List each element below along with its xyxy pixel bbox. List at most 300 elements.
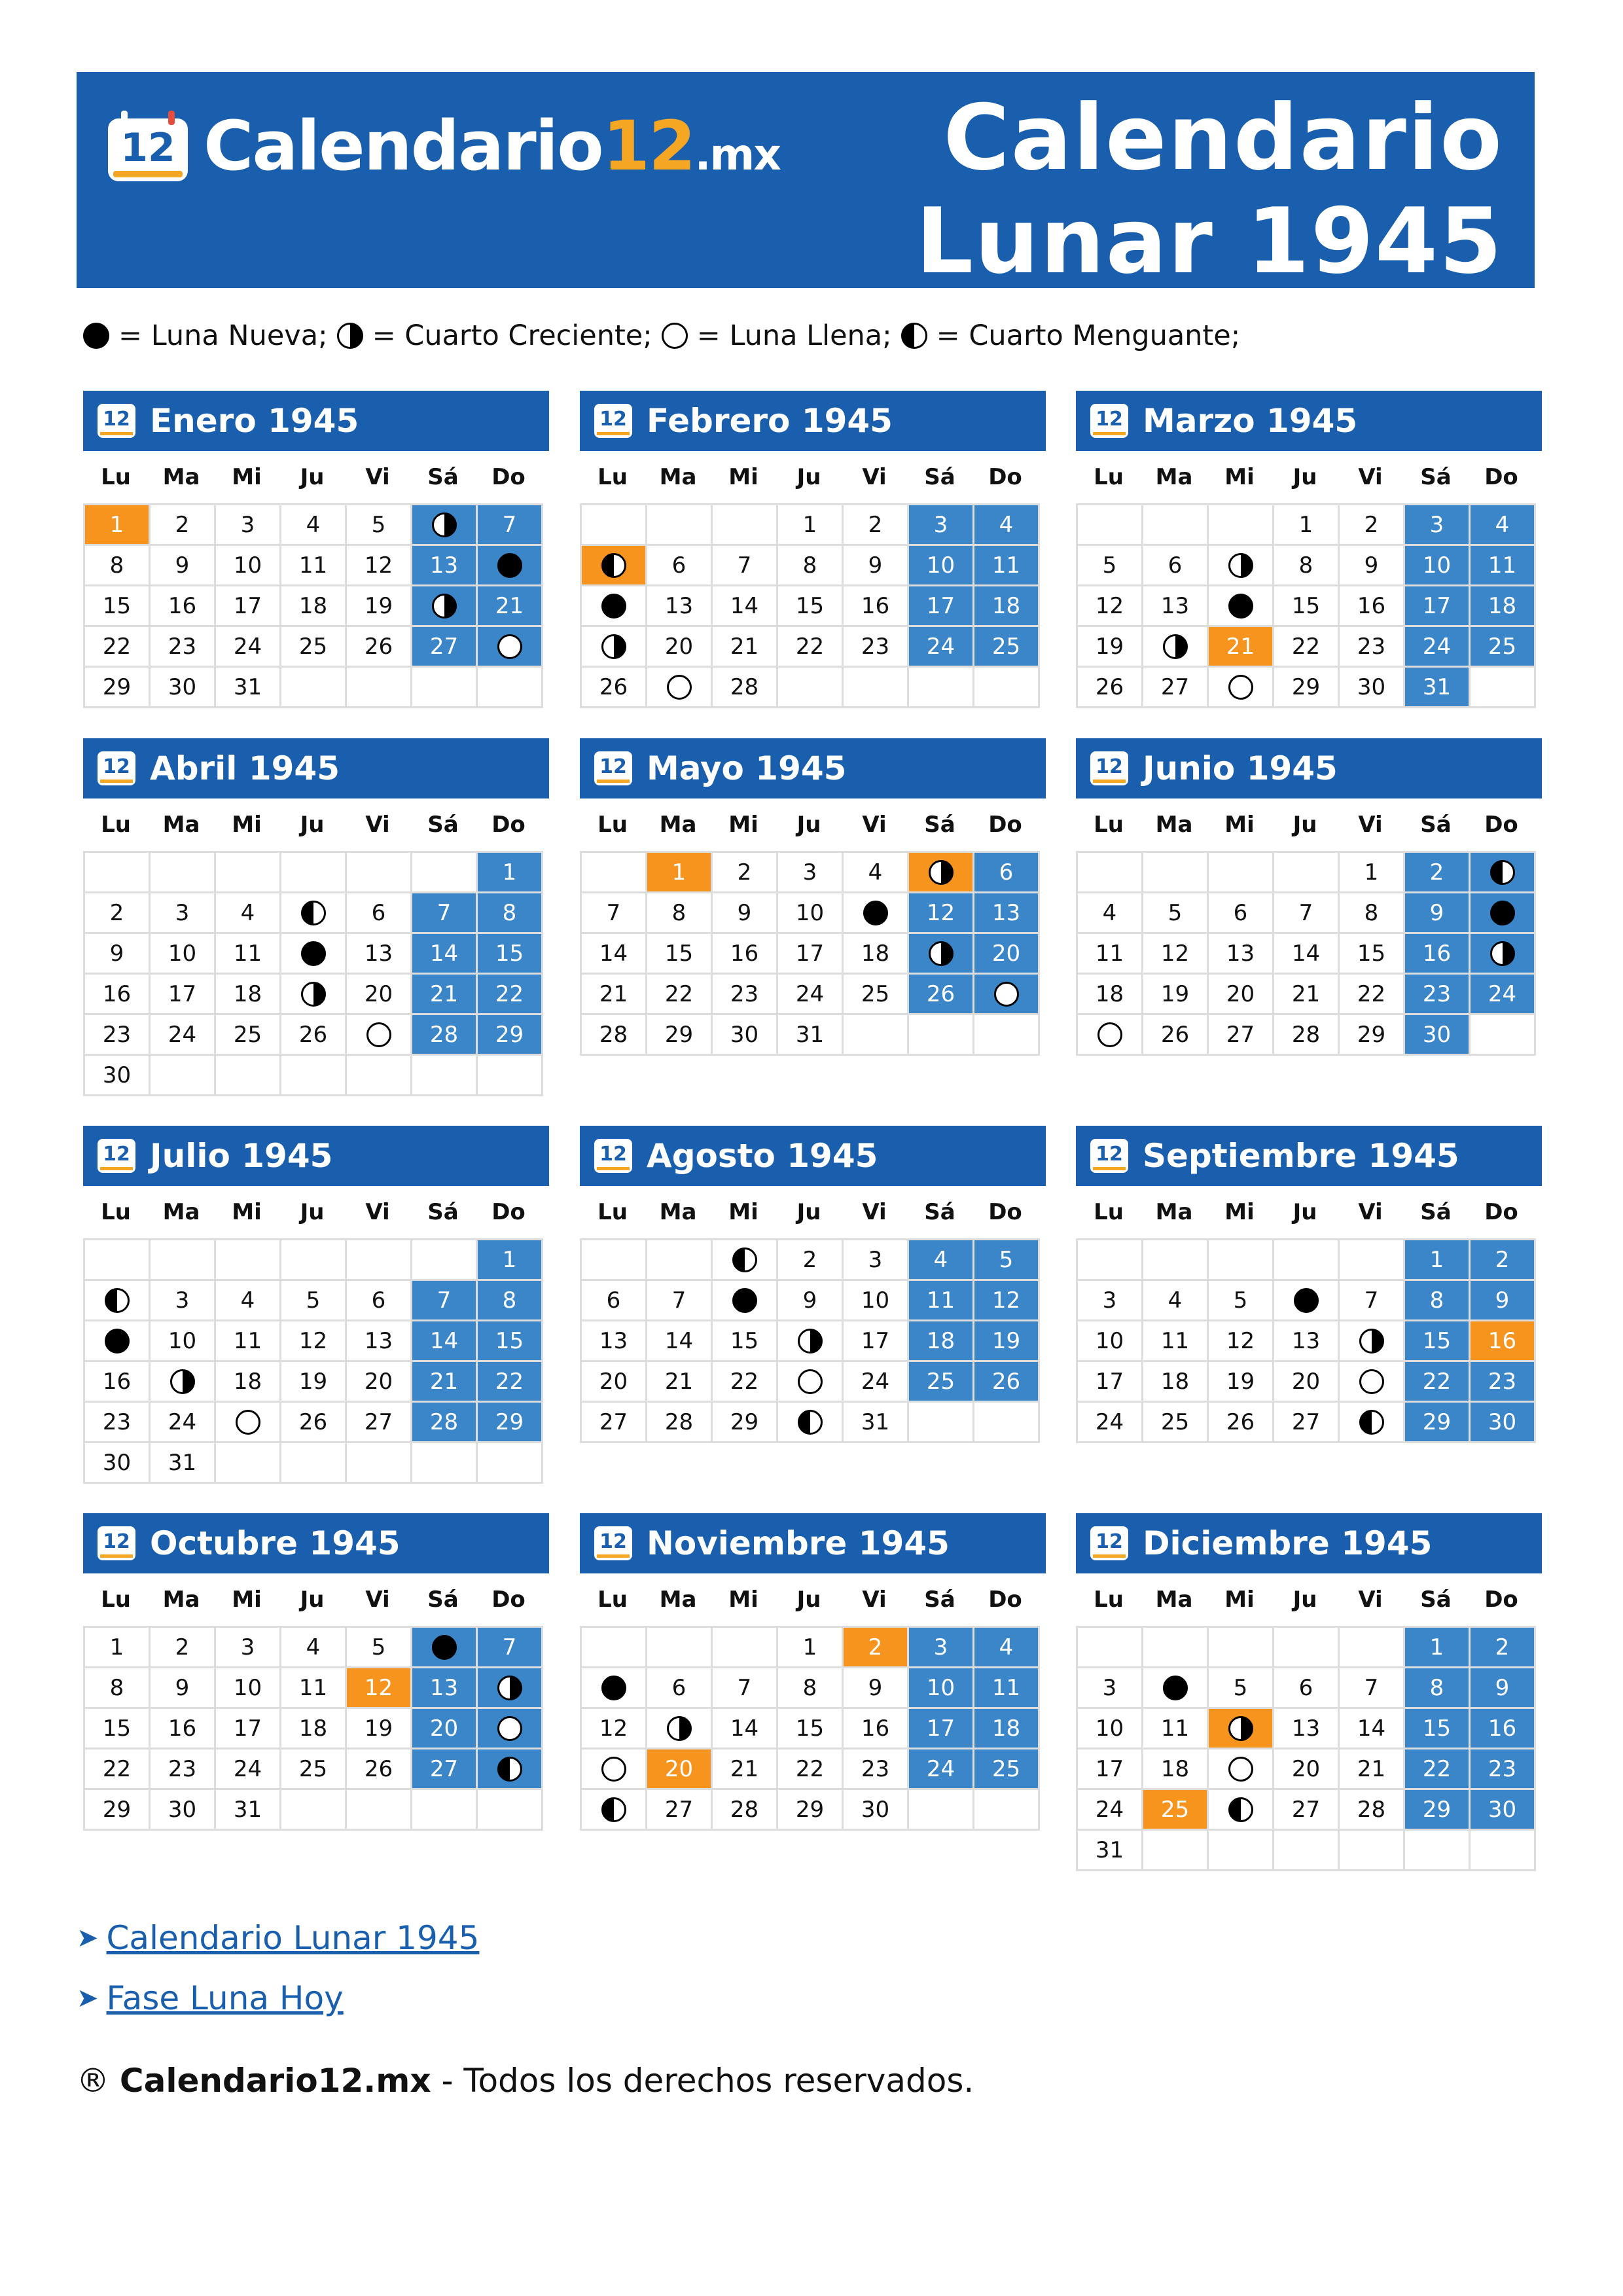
day-cell[interactable]: 4: [974, 505, 1040, 546]
day-cell[interactable]: 21: [1274, 975, 1340, 1015]
day-cell[interactable]: 20: [347, 1362, 412, 1403]
day-cell[interactable]: 23: [151, 627, 216, 668]
day-cell[interactable]: 15: [478, 934, 543, 975]
day-cell[interactable]: 26: [347, 1749, 412, 1790]
day-cell[interactable]: 13: [582, 1321, 647, 1362]
day-cell[interactable]: 3: [151, 893, 216, 934]
day-cell[interactable]: 20: [1274, 1362, 1340, 1403]
day-cell[interactable]: 2: [151, 1628, 216, 1668]
day-cell-moon-phase[interactable]: [778, 1403, 844, 1443]
day-cell[interactable]: 12: [1209, 1321, 1274, 1362]
day-cell[interactable]: 18: [281, 1709, 347, 1749]
day-cell[interactable]: 24: [216, 1749, 281, 1790]
day-cell[interactable]: 20: [974, 934, 1040, 975]
day-cell[interactable]: 24: [151, 1403, 216, 1443]
day-cell[interactable]: 22: [478, 975, 543, 1015]
day-cell[interactable]: 13: [647, 586, 713, 627]
day-cell[interactable]: 9: [1405, 893, 1471, 934]
day-cell[interactable]: 30: [151, 1790, 216, 1831]
day-cell[interactable]: 4: [216, 893, 281, 934]
day-cell[interactable]: 11: [974, 1668, 1040, 1709]
day-cell[interactable]: 18: [909, 1321, 974, 1362]
day-cell[interactable]: 21: [713, 1749, 778, 1790]
day-cell[interactable]: 23: [85, 1015, 151, 1056]
day-cell[interactable]: 8: [1340, 893, 1405, 934]
day-cell[interactable]: 2: [713, 853, 778, 893]
day-cell[interactable]: 1: [1274, 505, 1340, 546]
day-cell-moon-phase[interactable]: [582, 1790, 647, 1831]
day-cell[interactable]: 12: [909, 893, 974, 934]
day-cell[interactable]: 6: [1274, 1668, 1340, 1709]
day-cell[interactable]: 29: [778, 1790, 844, 1831]
day-cell[interactable]: 8: [778, 546, 844, 586]
day-cell[interactable]: 25: [844, 975, 909, 1015]
day-cell[interactable]: 17: [844, 1321, 909, 1362]
day-cell[interactable]: 24: [216, 627, 281, 668]
day-cell[interactable]: 31: [216, 1790, 281, 1831]
day-cell[interactable]: 4: [281, 1628, 347, 1668]
day-cell[interactable]: 30: [713, 1015, 778, 1056]
day-cell[interactable]: 12: [281, 1321, 347, 1362]
day-cell[interactable]: 27: [582, 1403, 647, 1443]
day-cell[interactable]: 26: [974, 1362, 1040, 1403]
day-cell[interactable]: 9: [713, 893, 778, 934]
day-cell[interactable]: 25: [216, 1015, 281, 1056]
day-cell[interactable]: 12: [347, 1668, 412, 1709]
day-cell[interactable]: 8: [85, 546, 151, 586]
day-cell[interactable]: 3: [1078, 1281, 1143, 1321]
day-cell[interactable]: 22: [778, 627, 844, 668]
day-cell[interactable]: 30: [85, 1443, 151, 1484]
day-cell[interactable]: 5: [347, 505, 412, 546]
day-cell-moon-phase[interactable]: [1471, 893, 1536, 934]
day-cell-moon-phase[interactable]: [151, 1362, 216, 1403]
day-cell[interactable]: 22: [778, 1749, 844, 1790]
site-logo[interactable]: [108, 106, 780, 186]
day-cell[interactable]: 5: [1078, 546, 1143, 586]
day-cell[interactable]: 8: [647, 893, 713, 934]
day-cell[interactable]: 26: [909, 975, 974, 1015]
day-cell[interactable]: 15: [478, 1321, 543, 1362]
day-cell[interactable]: 27: [412, 1749, 478, 1790]
day-cell[interactable]: 20: [647, 1749, 713, 1790]
day-cell[interactable]: 30: [844, 1790, 909, 1831]
day-cell-moon-phase[interactable]: [1209, 586, 1274, 627]
day-cell[interactable]: 19: [1078, 627, 1143, 668]
day-cell[interactable]: 11: [281, 1668, 347, 1709]
day-cell[interactable]: 31: [1405, 668, 1471, 708]
day-cell[interactable]: 20: [1209, 975, 1274, 1015]
day-cell[interactable]: 6: [647, 1668, 713, 1709]
day-cell-moon-phase[interactable]: [281, 934, 347, 975]
day-cell[interactable]: 29: [713, 1403, 778, 1443]
day-cell[interactable]: 27: [347, 1403, 412, 1443]
day-cell[interactable]: 15: [778, 586, 844, 627]
day-cell[interactable]: 16: [844, 586, 909, 627]
day-cell[interactable]: 9: [844, 546, 909, 586]
day-cell[interactable]: 13: [347, 934, 412, 975]
day-cell[interactable]: 22: [1340, 975, 1405, 1015]
day-cell[interactable]: 21: [1340, 1749, 1405, 1790]
day-cell[interactable]: 6: [974, 853, 1040, 893]
day-cell[interactable]: 24: [1405, 627, 1471, 668]
day-cell[interactable]: 16: [151, 1709, 216, 1749]
day-cell[interactable]: 26: [281, 1015, 347, 1056]
day-cell-moon-phase[interactable]: [713, 1281, 778, 1321]
day-cell[interactable]: 24: [1471, 975, 1536, 1015]
day-cell[interactable]: 23: [844, 1749, 909, 1790]
day-cell[interactable]: 11: [281, 546, 347, 586]
day-cell[interactable]: 16: [1405, 934, 1471, 975]
day-cell[interactable]: 13: [1143, 586, 1209, 627]
day-cell[interactable]: 16: [1471, 1709, 1536, 1749]
day-cell[interactable]: 14: [713, 1709, 778, 1749]
day-cell[interactable]: 14: [713, 586, 778, 627]
day-cell[interactable]: 19: [1209, 1362, 1274, 1403]
day-cell[interactable]: 6: [647, 546, 713, 586]
day-cell[interactable]: 10: [1078, 1709, 1143, 1749]
day-cell[interactable]: 17: [1078, 1362, 1143, 1403]
day-cell-moon-phase[interactable]: [412, 1628, 478, 1668]
day-cell[interactable]: 28: [582, 1015, 647, 1056]
day-cell[interactable]: 10: [909, 546, 974, 586]
day-cell[interactable]: 23: [1471, 1749, 1536, 1790]
day-cell[interactable]: 25: [974, 1749, 1040, 1790]
day-cell-moon-phase[interactable]: [1078, 1015, 1143, 1056]
day-cell[interactable]: 11: [216, 934, 281, 975]
day-cell[interactable]: 20: [647, 627, 713, 668]
day-cell[interactable]: 3: [216, 505, 281, 546]
day-cell[interactable]: 8: [1405, 1668, 1471, 1709]
day-cell[interactable]: 21: [713, 627, 778, 668]
day-cell-moon-phase[interactable]: [1209, 546, 1274, 586]
day-cell[interactable]: 15: [85, 586, 151, 627]
day-cell[interactable]: 7: [412, 893, 478, 934]
day-cell-moon-phase[interactable]: [647, 1709, 713, 1749]
day-cell[interactable]: 2: [151, 505, 216, 546]
day-cell[interactable]: 26: [582, 668, 647, 708]
day-cell[interactable]: 29: [1340, 1015, 1405, 1056]
day-cell[interactable]: 15: [713, 1321, 778, 1362]
day-cell[interactable]: 2: [1340, 505, 1405, 546]
day-cell-moon-phase[interactable]: [281, 893, 347, 934]
day-cell[interactable]: 7: [478, 505, 543, 546]
day-cell[interactable]: 23: [1471, 1362, 1536, 1403]
day-cell[interactable]: 8: [478, 893, 543, 934]
day-cell[interactable]: 25: [1143, 1403, 1209, 1443]
day-cell[interactable]: 18: [974, 1709, 1040, 1749]
day-cell[interactable]: 6: [582, 1281, 647, 1321]
day-cell-moon-phase[interactable]: [909, 853, 974, 893]
day-cell[interactable]: 12: [582, 1709, 647, 1749]
day-cell[interactable]: 15: [1274, 586, 1340, 627]
day-cell[interactable]: 2: [844, 505, 909, 546]
day-cell[interactable]: 8: [478, 1281, 543, 1321]
day-cell[interactable]: 16: [85, 975, 151, 1015]
day-cell[interactable]: 23: [1405, 975, 1471, 1015]
day-cell[interactable]: 1: [478, 853, 543, 893]
day-cell-moon-phase[interactable]: [1471, 853, 1536, 893]
day-cell[interactable]: 15: [778, 1709, 844, 1749]
day-cell[interactable]: 8: [778, 1668, 844, 1709]
day-cell[interactable]: 13: [412, 1668, 478, 1709]
day-cell[interactable]: 28: [1340, 1790, 1405, 1831]
day-cell[interactable]: 29: [85, 1790, 151, 1831]
day-cell-moon-phase[interactable]: [844, 893, 909, 934]
day-cell[interactable]: 23: [1340, 627, 1405, 668]
day-cell[interactable]: 24: [909, 627, 974, 668]
day-cell-moon-phase[interactable]: [647, 668, 713, 708]
day-cell[interactable]: 15: [647, 934, 713, 975]
day-cell[interactable]: 19: [347, 586, 412, 627]
day-cell[interactable]: 22: [85, 1749, 151, 1790]
day-cell[interactable]: 10: [1405, 546, 1471, 586]
day-cell[interactable]: 16: [844, 1709, 909, 1749]
day-cell[interactable]: 9: [151, 1668, 216, 1709]
day-cell[interactable]: 14: [412, 1321, 478, 1362]
day-cell[interactable]: 13: [1274, 1709, 1340, 1749]
day-cell[interactable]: 10: [151, 934, 216, 975]
day-cell[interactable]: 29: [1405, 1403, 1471, 1443]
day-cell-moon-phase[interactable]: [582, 546, 647, 586]
day-cell[interactable]: 1: [778, 505, 844, 546]
day-cell[interactable]: 4: [1471, 505, 1536, 546]
day-cell[interactable]: 2: [1471, 1628, 1536, 1668]
day-cell[interactable]: 11: [216, 1321, 281, 1362]
day-cell[interactable]: 13: [347, 1321, 412, 1362]
day-cell[interactable]: 18: [1143, 1749, 1209, 1790]
day-cell[interactable]: 14: [1340, 1709, 1405, 1749]
day-cell[interactable]: 15: [85, 1709, 151, 1749]
day-cell[interactable]: 26: [1143, 1015, 1209, 1056]
day-cell[interactable]: 13: [412, 546, 478, 586]
day-cell[interactable]: 3: [151, 1281, 216, 1321]
day-cell[interactable]: 9: [1471, 1281, 1536, 1321]
day-cell[interactable]: 17: [1405, 586, 1471, 627]
day-cell[interactable]: 6: [347, 1281, 412, 1321]
day-cell[interactable]: 1: [647, 853, 713, 893]
day-cell[interactable]: 11: [974, 546, 1040, 586]
day-cell[interactable]: 21: [412, 975, 478, 1015]
day-cell-moon-phase[interactable]: [1209, 1709, 1274, 1749]
day-cell-moon-phase[interactable]: [1209, 668, 1274, 708]
day-cell[interactable]: 7: [713, 1668, 778, 1709]
day-cell[interactable]: 8: [1405, 1281, 1471, 1321]
day-cell[interactable]: 3: [216, 1628, 281, 1668]
day-cell[interactable]: 22: [713, 1362, 778, 1403]
day-cell-moon-phase[interactable]: [281, 975, 347, 1015]
day-cell[interactable]: 25: [281, 1749, 347, 1790]
day-cell[interactable]: 31: [844, 1403, 909, 1443]
day-cell[interactable]: 17: [909, 1709, 974, 1749]
day-cell[interactable]: 27: [1209, 1015, 1274, 1056]
day-cell[interactable]: 17: [151, 975, 216, 1015]
day-cell-moon-phase[interactable]: [478, 1749, 543, 1790]
day-cell[interactable]: 17: [1078, 1749, 1143, 1790]
day-cell[interactable]: 26: [1209, 1403, 1274, 1443]
day-cell[interactable]: 10: [216, 546, 281, 586]
day-cell[interactable]: 30: [1405, 1015, 1471, 1056]
day-cell-moon-phase[interactable]: [1340, 1362, 1405, 1403]
day-cell[interactable]: 7: [1340, 1668, 1405, 1709]
day-cell-moon-phase[interactable]: [478, 1668, 543, 1709]
day-cell[interactable]: 1: [478, 1240, 543, 1281]
day-cell[interactable]: 17: [216, 1709, 281, 1749]
day-cell-moon-phase[interactable]: [713, 1240, 778, 1281]
day-cell[interactable]: 27: [647, 1790, 713, 1831]
day-cell[interactable]: 1: [85, 505, 151, 546]
day-cell-moon-phase[interactable]: [1143, 1668, 1209, 1709]
day-cell[interactable]: 26: [1078, 668, 1143, 708]
day-cell[interactable]: 26: [347, 627, 412, 668]
day-cell[interactable]: 11: [1471, 546, 1536, 586]
day-cell[interactable]: 28: [713, 668, 778, 708]
day-cell[interactable]: 11: [1078, 934, 1143, 975]
day-cell[interactable]: 21: [647, 1362, 713, 1403]
day-cell[interactable]: 4: [1078, 893, 1143, 934]
day-cell-moon-phase[interactable]: [216, 1403, 281, 1443]
day-cell[interactable]: 9: [151, 546, 216, 586]
day-cell[interactable]: 16: [85, 1362, 151, 1403]
day-cell[interactable]: 23: [713, 975, 778, 1015]
day-cell[interactable]: 10: [1078, 1321, 1143, 1362]
day-cell[interactable]: 27: [1274, 1790, 1340, 1831]
day-cell[interactable]: 4: [1143, 1281, 1209, 1321]
day-cell[interactable]: 18: [216, 1362, 281, 1403]
day-cell[interactable]: 24: [909, 1749, 974, 1790]
day-cell[interactable]: 31: [216, 668, 281, 708]
day-cell[interactable]: 24: [844, 1362, 909, 1403]
day-cell[interactable]: 5: [1209, 1281, 1274, 1321]
day-cell[interactable]: 24: [778, 975, 844, 1015]
day-cell[interactable]: 20: [347, 975, 412, 1015]
day-cell[interactable]: 6: [347, 893, 412, 934]
day-cell[interactable]: 4: [844, 853, 909, 893]
day-cell[interactable]: 3: [909, 505, 974, 546]
day-cell[interactable]: 12: [1143, 934, 1209, 975]
day-cell[interactable]: 13: [1274, 1321, 1340, 1362]
day-cell[interactable]: 2: [778, 1240, 844, 1281]
day-cell-moon-phase[interactable]: [582, 627, 647, 668]
day-cell[interactable]: 9: [844, 1668, 909, 1709]
day-cell[interactable]: 5: [281, 1281, 347, 1321]
day-cell[interactable]: 10: [844, 1281, 909, 1321]
day-cell[interactable]: 27: [412, 627, 478, 668]
day-cell[interactable]: 25: [1143, 1790, 1209, 1831]
day-cell[interactable]: 21: [412, 1362, 478, 1403]
day-cell[interactable]: 24: [151, 1015, 216, 1056]
day-cell[interactable]: 16: [151, 586, 216, 627]
day-cell[interactable]: 30: [151, 668, 216, 708]
day-cell[interactable]: 29: [85, 668, 151, 708]
day-cell[interactable]: 24: [1078, 1403, 1143, 1443]
day-cell[interactable]: 28: [1274, 1015, 1340, 1056]
day-cell[interactable]: 2: [844, 1628, 909, 1668]
day-cell[interactable]: 5: [974, 1240, 1040, 1281]
day-cell[interactable]: 14: [1274, 934, 1340, 975]
day-cell-moon-phase[interactable]: [974, 975, 1040, 1015]
day-cell[interactable]: 9: [778, 1281, 844, 1321]
day-cell[interactable]: 23: [151, 1749, 216, 1790]
day-cell[interactable]: 9: [1340, 546, 1405, 586]
day-cell[interactable]: 22: [1405, 1362, 1471, 1403]
day-cell[interactable]: 18: [1078, 975, 1143, 1015]
day-cell[interactable]: 7: [1274, 893, 1340, 934]
day-cell-moon-phase[interactable]: [778, 1362, 844, 1403]
day-cell[interactable]: 4: [974, 1628, 1040, 1668]
day-cell[interactable]: 23: [85, 1403, 151, 1443]
day-cell[interactable]: 13: [974, 893, 1040, 934]
day-cell[interactable]: 7: [647, 1281, 713, 1321]
day-cell[interactable]: 7: [713, 546, 778, 586]
day-cell[interactable]: 19: [347, 1709, 412, 1749]
day-cell[interactable]: 3: [909, 1628, 974, 1668]
day-cell[interactable]: 24: [1078, 1790, 1143, 1831]
day-cell[interactable]: 30: [1471, 1403, 1536, 1443]
day-cell[interactable]: 11: [1143, 1709, 1209, 1749]
day-cell[interactable]: 22: [478, 1362, 543, 1403]
day-cell[interactable]: 1: [85, 1628, 151, 1668]
day-cell[interactable]: 17: [778, 934, 844, 975]
day-cell[interactable]: 12: [347, 546, 412, 586]
day-cell[interactable]: 25: [281, 627, 347, 668]
link-calendario-lunar[interactable]: Calendario Lunar 1945: [106, 1919, 480, 1957]
day-cell[interactable]: 16: [1340, 586, 1405, 627]
day-cell-moon-phase[interactable]: [1209, 1790, 1274, 1831]
day-cell-moon-phase[interactable]: [1471, 934, 1536, 975]
day-cell-moon-phase[interactable]: [1340, 1321, 1405, 1362]
day-cell[interactable]: 28: [713, 1790, 778, 1831]
day-cell[interactable]: 20: [1274, 1749, 1340, 1790]
day-cell[interactable]: 10: [151, 1321, 216, 1362]
day-cell-moon-phase[interactable]: [582, 1668, 647, 1709]
day-cell[interactable]: 4: [216, 1281, 281, 1321]
day-cell-moon-phase[interactable]: [1143, 627, 1209, 668]
day-cell[interactable]: 7: [1340, 1281, 1405, 1321]
day-cell[interactable]: 21: [478, 586, 543, 627]
day-cell[interactable]: 23: [844, 627, 909, 668]
day-cell-moon-phase[interactable]: [478, 1709, 543, 1749]
day-cell[interactable]: 18: [216, 975, 281, 1015]
day-cell-moon-phase[interactable]: [85, 1281, 151, 1321]
day-cell[interactable]: 1: [1405, 1240, 1471, 1281]
day-cell[interactable]: 18: [974, 586, 1040, 627]
day-cell[interactable]: 6: [1209, 893, 1274, 934]
day-cell[interactable]: 19: [974, 1321, 1040, 1362]
day-cell[interactable]: 4: [909, 1240, 974, 1281]
day-cell[interactable]: 17: [216, 586, 281, 627]
day-cell[interactable]: 28: [412, 1403, 478, 1443]
day-cell[interactable]: 18: [281, 586, 347, 627]
day-cell[interactable]: 9: [1471, 1668, 1536, 1709]
day-cell[interactable]: 3: [778, 853, 844, 893]
day-cell-moon-phase[interactable]: [582, 1749, 647, 1790]
day-cell[interactable]: 27: [1274, 1403, 1340, 1443]
day-cell[interactable]: 30: [1471, 1790, 1536, 1831]
day-cell[interactable]: 25: [1471, 627, 1536, 668]
day-cell[interactable]: 15: [1340, 934, 1405, 975]
day-cell[interactable]: 8: [85, 1668, 151, 1709]
day-cell[interactable]: 29: [1274, 668, 1340, 708]
day-cell[interactable]: 31: [151, 1443, 216, 1484]
day-cell[interactable]: 5: [1209, 1668, 1274, 1709]
day-cell[interactable]: 8: [1274, 546, 1340, 586]
day-cell[interactable]: 11: [909, 1281, 974, 1321]
day-cell[interactable]: 3: [1405, 505, 1471, 546]
day-cell[interactable]: 27: [1143, 668, 1209, 708]
day-cell[interactable]: 5: [1143, 893, 1209, 934]
day-cell-moon-phase[interactable]: [85, 1321, 151, 1362]
